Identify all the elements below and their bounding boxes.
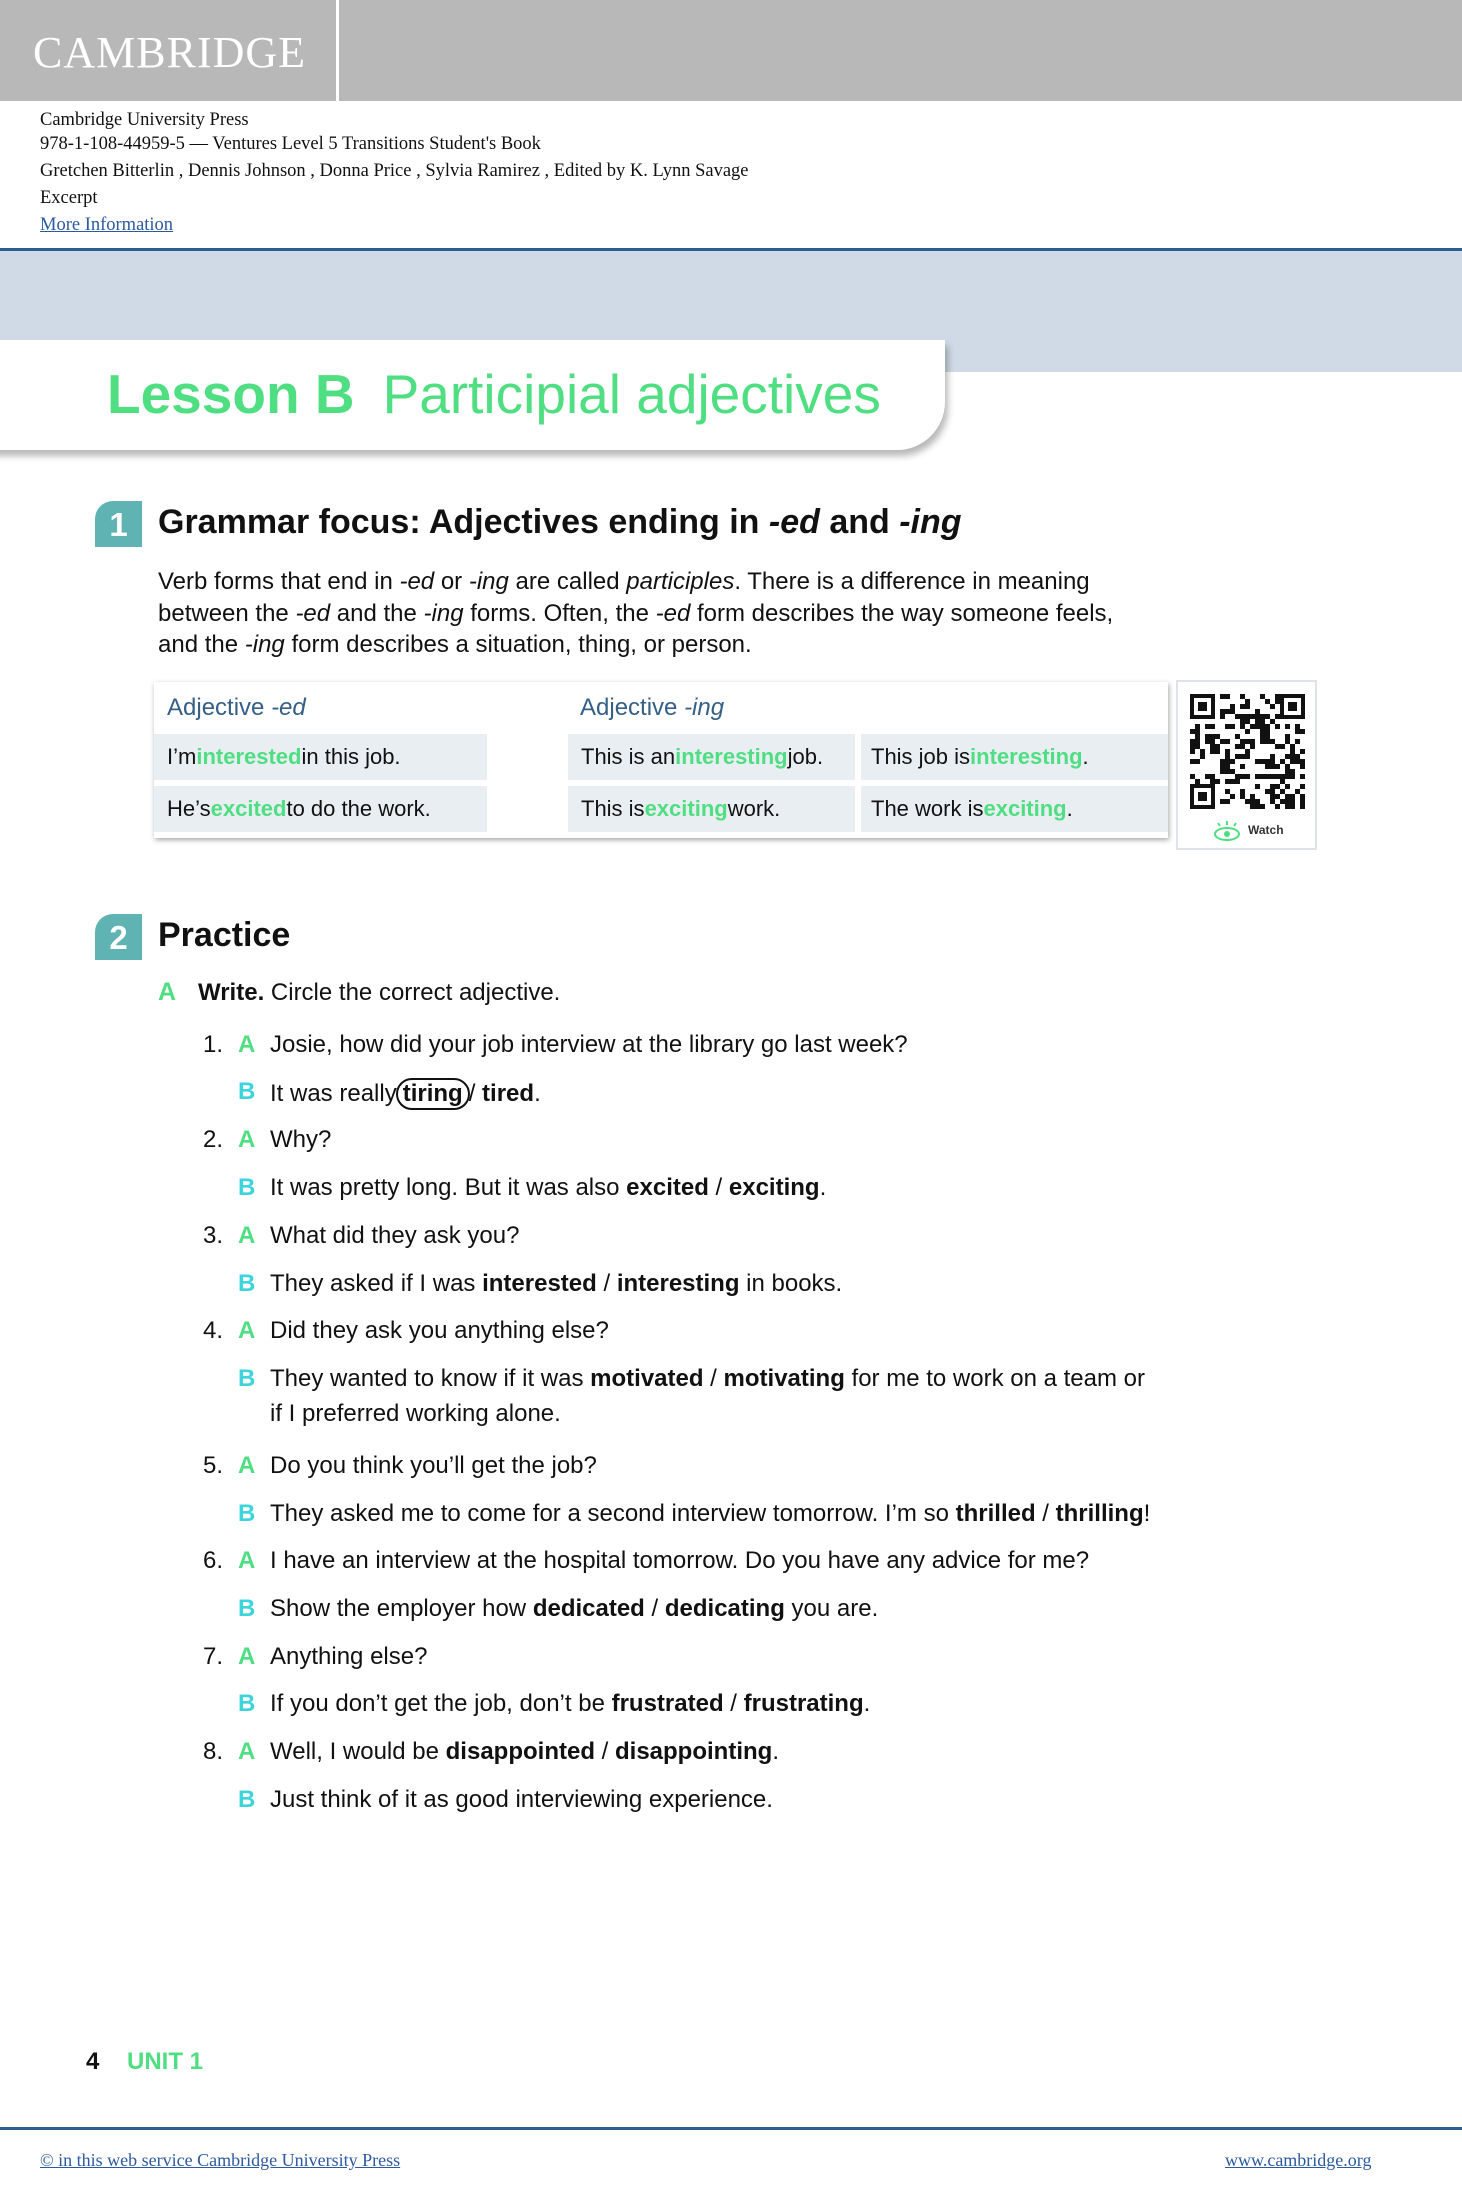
line-text: you are. [784, 1595, 879, 1622]
qr-code[interactable] [1176, 680, 1317, 850]
line-text: It was pretty long. But it was also [270, 1174, 627, 1201]
table-cell: He’s excited to do the work. [154, 786, 487, 832]
speaker-b-label: B [238, 1270, 256, 1297]
website-link[interactable]: www.cambridge.org [1225, 2150, 1372, 2170]
speaker-b-line: Just think of it as good interviewing experience. [270, 1786, 773, 1813]
line-text: They asked if I was [270, 1270, 483, 1297]
speaker-a-label: A [238, 1317, 256, 1344]
adjective-choice[interactable]: excited [626, 1174, 709, 1201]
line-text: . [863, 1690, 871, 1717]
qr-code-icon [1190, 694, 1305, 809]
section-2-badge: 2 [95, 914, 142, 960]
line-text: Show the employer how [270, 1595, 533, 1622]
line-text: for me to work on a team or [844, 1365, 1145, 1392]
speaker-a-line: Did they ask you anything else? [270, 1317, 609, 1344]
speaker-a-label: A [238, 1031, 256, 1058]
line-text: They wanted to know if it was [270, 1365, 591, 1392]
adjective-choice[interactable]: tired [482, 1080, 535, 1107]
footer-divider [0, 2127, 1462, 2130]
question-number: 8. [202, 1738, 223, 1765]
section-1-title: Grammar focus: Adjectives ending in -ed and -ing [158, 503, 962, 541]
table-cell: This job is interesting . [861, 734, 1168, 780]
speaker-a-label: A [238, 1643, 256, 1670]
line-text: ! [1143, 1500, 1151, 1527]
table-cell: I’m interested in this job. [154, 734, 487, 780]
page-number: 4 [86, 2048, 100, 2075]
speaker-a-label: A [238, 1222, 256, 1249]
section-1-badge: 1 [95, 501, 142, 547]
adjective-choice[interactable]: motivating [723, 1365, 845, 1392]
question-number: 2. [202, 1126, 223, 1153]
line-text: . [772, 1738, 779, 1765]
table-cell: This is exciting work. [568, 786, 855, 832]
question-number: 4. [202, 1317, 223, 1344]
separator: / [594, 1738, 615, 1765]
line-text: . [819, 1174, 827, 1201]
adjective-choice[interactable]: motivated [590, 1365, 704, 1392]
speaker-a-line: Josie, how did your job interview at the library go last week? [270, 1031, 908, 1058]
separator: / [644, 1595, 665, 1622]
speaker-a-label: A [238, 1126, 256, 1153]
circled-answer[interactable]: tiring [396, 1078, 470, 1110]
speaker-a-label: A [238, 1547, 256, 1574]
speaker-a-line: What did they ask you? [270, 1222, 520, 1249]
unit-label: UNIT 1 [127, 2048, 204, 2075]
watch-label: Watch [1248, 823, 1284, 837]
section-2-title: Practice [158, 916, 291, 954]
excerpt-label: Excerpt [40, 188, 98, 208]
speaker-b-line [270, 1078, 541, 1110]
column-header-ing: Adjective -ing [580, 694, 725, 721]
speaker-a-line: Anything else? [270, 1643, 428, 1670]
question-number: 5. [202, 1452, 223, 1479]
lesson-title: Participial adjectives [382, 363, 881, 425]
line-text: It was really [270, 1080, 397, 1107]
speaker-b-line-continued: if I preferred working alone. [270, 1400, 561, 1427]
line-text: . [534, 1080, 541, 1107]
speaker-b-line [270, 1500, 1150, 1528]
lesson-heading [107, 362, 881, 426]
eye-icon [1212, 820, 1242, 842]
line-text: Well, I would be [270, 1738, 446, 1765]
separator: / [596, 1270, 617, 1297]
adjective-choice[interactable]: disappointed [445, 1738, 595, 1765]
question-number: 1. [202, 1031, 223, 1058]
adjective-choice[interactable]: exciting [728, 1174, 820, 1201]
cambridge-logo: CAMBRIDGE [33, 28, 307, 77]
column-header-ed: Adjective -ed [167, 694, 306, 721]
part-a-instruction: A Write. Circle the correct adjective. [158, 978, 561, 1006]
authors: Gretchen Bitterlin , Dennis Johnson , Donna Price , Sylvia Ramirez , Edited by K. Lynn Savage [40, 161, 749, 181]
speaker-a-line: Do you think you’ll get the job? [270, 1452, 597, 1479]
speaker-b-label: B [238, 1595, 256, 1622]
adjective-choice[interactable]: frustrated [611, 1690, 724, 1717]
question-number: 7. [202, 1643, 223, 1670]
line-text: They asked me to come for a second interview tomorrow. I’m so [270, 1500, 956, 1527]
table-cell: This is an interesting job. [568, 734, 855, 780]
speaker-b-label: B [238, 1690, 256, 1717]
line-text: in books. [739, 1270, 843, 1297]
adjective-choice[interactable]: disappointing [615, 1738, 773, 1765]
adjective-choice[interactable]: interested [482, 1270, 597, 1297]
lesson-label: Lesson B [107, 363, 355, 425]
speaker-b-label: B [238, 1500, 256, 1527]
line-text: If you don’t get the job, don’t be [270, 1690, 612, 1717]
speaker-a-line: Why? [270, 1126, 332, 1153]
separator: / [703, 1365, 724, 1392]
speaker-b-line [270, 1270, 842, 1298]
separator: / [708, 1174, 729, 1201]
speaker-b-label: B [238, 1365, 256, 1392]
part-letter: A [158, 978, 177, 1006]
speaker-b-label: B [238, 1174, 256, 1201]
speaker-b-line [270, 1595, 878, 1623]
speaker-a-line: I have an interview at the hospital tomorrow. Do you have any advice for me? [270, 1547, 1090, 1574]
speaker-a-line [270, 1738, 779, 1766]
speaker-b-line [270, 1365, 1145, 1393]
adjective-choice[interactable]: dedicated [532, 1595, 645, 1622]
question-number: 6. [202, 1547, 223, 1574]
speaker-a-label: A [238, 1738, 256, 1765]
book-info: 978-1-108-44959-5 — Ventures Level 5 Transitions Student's Book [40, 134, 541, 154]
question-number: 3. [202, 1222, 223, 1249]
adjective-choice[interactable]: frustrating [743, 1690, 864, 1717]
separator: / [468, 1080, 483, 1107]
adjective-choice[interactable]: dedicating [664, 1595, 785, 1622]
copyright-link[interactable]: © in this web service Cambridge University Press [40, 2150, 401, 2170]
speaker-a-label: A [238, 1452, 256, 1479]
speaker-b-line [270, 1690, 870, 1718]
separator: / [1035, 1500, 1056, 1527]
publisher: Cambridge University Press [40, 110, 249, 130]
adjective-choice[interactable]: thrilled [955, 1500, 1036, 1527]
separator: / [723, 1690, 744, 1717]
speaker-b-line [270, 1174, 826, 1202]
adjective-choice[interactable]: interesting [616, 1270, 740, 1297]
speaker-b-label: B [238, 1786, 256, 1813]
speaker-b-label: B [238, 1078, 256, 1105]
adjective-choice[interactable]: thrilling [1055, 1500, 1144, 1527]
table-cell: The work is exciting . [861, 786, 1168, 832]
grammar-table [154, 682, 1168, 838]
section-1-paragraph: Verb forms that end in -ed or -ing are called participles. There is a difference in meaning between the -ed and the -ing forms. Often, the -ed form describes the way someone feels, and the -ing form describes a situation, thing, or person. [158, 568, 1114, 658]
more-information-link[interactable]: More Information [40, 215, 174, 235]
